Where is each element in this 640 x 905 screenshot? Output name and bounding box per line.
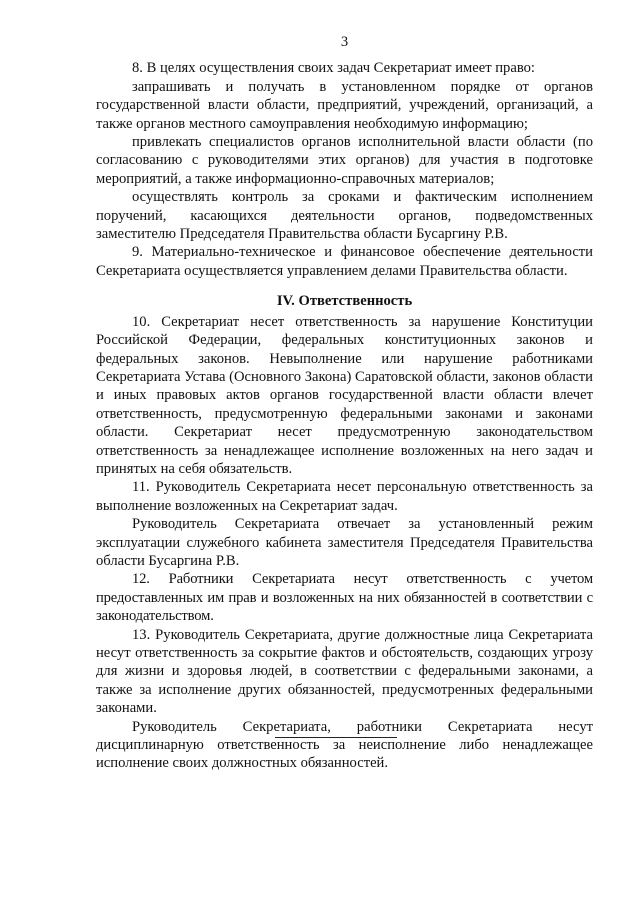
paragraph-item-10: 10. Секретариат несет ответственность за нарушение Конституции Российской Федерации, федеральных конституционных законов и федеральных законов. Невыполнение или нарушение работниками Секретариата Устава (Основного Закона) Саратовской области, законов области и иных правовых актов органов государственной власти области влечет ответственность, предусмотренную федеральными законами и законами области. Секретариат несет предусмотренную законодательством ответственность за ненадлежащее исполнение возложенных на него задач и принятых на себя обязательств. [96,313,593,477]
paragraph-head-office-regime: Руководитель Секретариата отвечает за установленный режим эксплуатации служебного кабинета заместителя Председателя Правительства области Бусаргина Р.В. [96,516,593,569]
paragraph-right-request-info: запрашивать и получать в установленном порядке от органов государственной власти области, предприятий, учреждений, организаций, а также органов местного самоуправления необходимую информацию; [96,78,593,132]
paragraph-right-control: осуществлять контроль за сроками и фактическим исполнением поручений, касающихся деятельности органов, подведомственных заместителю Председателя Правительства области Бусаргину Р.В. [96,189,593,243]
paragraph-item-11: 11. Руководитель Секретариата несет персональную ответственность за выполнение возложенных на Секретариат задач. [96,479,593,514]
paragraph-item-13: 13. Руководитель Секретариата, другие должностные лица Секретариата несут ответственность за сокрытие фактов и обстоятельств, создающих угрозу для жизни и здоровья людей, в соответствии с федеральными законами, а также за исполнение других обязанностей, предусмотренных федеральными законами. [96,626,593,717]
closing-divider-line [275,737,397,738]
paragraph-item-8: 8. В целях осуществления своих задач Секретариат имеет право: [132,60,535,77]
page-number: 3 [340,34,349,50]
paragraph-item-12: 12. Работники Секретариата несут ответственность с учетом предоставленных им прав и возложенных на них обязанностей в соответствии с законодательством. [96,571,593,625]
paragraph-right-involve-specialists: привлекать специалистов органов исполнительной власти области (по согласованию с руководителями этих органов) для участия в подготовке мероприятий, а также информационно-справочных материалов; [96,134,593,187]
paragraph-disciplinary-responsibility: Руководитель Секретариата, работники Секретариата несут дисциплинарную ответственность за неисполнение либо ненадлежащее исполнение своих должностных обязанностей. [96,718,593,772]
section-title: IV. Ответственность [276,293,413,310]
paragraph-item-9: 9. Материально-техническое и финансовое обеспечение деятельности Секретариата осуществляется управлением делами Правительства области. [96,244,593,279]
